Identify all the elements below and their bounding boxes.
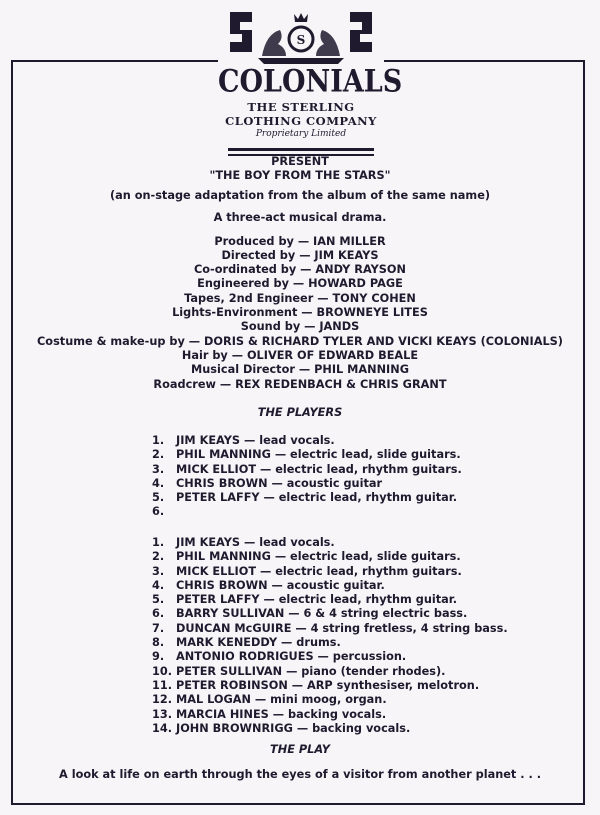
credit-line: Costume & make-up by — DORIS & RICHARD TYLER AND VICKI KEAYS (COLONIALS): [37, 335, 563, 348]
list-item: 10. PETER SULLIVAN — piano (tender rhodes).: [152, 664, 446, 678]
list-item: 1. JIM KEAYS — lead vocals.: [152, 536, 335, 549]
list-item: 8. MARK KENEDDY — drums.: [152, 636, 341, 650]
list-item: 6. BARRY SULLIVAN — 6 & 4 string electric bass.: [152, 607, 468, 621]
brand-line-3: Proprietary Limited: [255, 129, 347, 139]
list-item: 4. CHRIS BROWN — acoustic guitar: [152, 476, 383, 490]
list-item: 3. MICK ELLIOT — electric lead, rhythm guitars.: [152, 564, 462, 578]
brand-line-1: THE STERLING: [247, 100, 355, 114]
brand-name: COLONIALS: [218, 63, 403, 100]
credit-line: Roadcrew — REX REDENBACH & CHRIS GRANT: [153, 378, 447, 391]
show-subtitle: (an on-stage adaptation from the album of the same name): [109, 189, 491, 202]
crest-letter: S: [296, 33, 306, 47]
list-item: 14. JOHN BROWNRIGG — backing vocals.: [152, 721, 411, 735]
credit-line: Produced by — IAN MILLER: [214, 235, 386, 248]
present-heading: PRESENT: [271, 155, 329, 168]
list-item: 3. MICK ELLIOT — electric lead, rhythm guitars.: [152, 462, 462, 476]
list-item: 5. PETER LAFFY — electric lead, rhythm guitar.: [152, 593, 458, 607]
crest-graphic: [218, 10, 384, 70]
list-item: 9. ANTONIO RODRIGUES — percussion.: [152, 650, 407, 664]
logo-rule: [228, 148, 374, 151]
list-item: 6.: [152, 505, 165, 519]
credit-line: Lights-Environment — BROWNEYE LITES: [172, 306, 428, 319]
list-item: 2. PHIL MANNING — electric lead, slide guitars.: [152, 550, 461, 564]
list-item: 4. CHRIS BROWN — acoustic guitar.: [152, 578, 385, 592]
list-item: 5. PETER LAFFY — electric lead, rhythm guitar.: [152, 491, 458, 505]
credit-line: Tapes, 2nd Engineer — TONY COHEN: [184, 292, 416, 305]
credit-line: Hair by — OLIVER OF EDWARD BEALE: [181, 349, 419, 362]
colonials-logo: [218, 10, 403, 160]
list-item: 11. PETER ROBINSON — ARP synthesiser, melotron.: [152, 678, 480, 692]
credit-line: Musical Director — PHIL MANNING: [191, 363, 409, 376]
credit-line: Co-ordinated by — ANDY RAYSON: [194, 263, 406, 276]
play-text: A look at life on earth through the eyes of a visitor from another planet . . .: [59, 768, 541, 781]
credit-line: Engineered by — HOWARD PAGE: [197, 277, 403, 290]
show-title: "THE BOY FROM THE STARS": [209, 169, 391, 182]
list-item: 13. MARCIA HINES — backing vocals.: [152, 707, 387, 721]
list-item: 1. JIM KEAYS — lead vocals.: [152, 434, 335, 447]
credit-line: Sound by — JANDS: [240, 320, 360, 333]
show-description: A three-act musical drama.: [213, 211, 387, 224]
list-item: 2. PHIL MANNING — electric lead, slide guitars.: [152, 448, 461, 462]
credit-line: Directed by — JIM KEAYS: [221, 249, 379, 262]
players-list-2: [152, 536, 508, 736]
brand-line-2: CLOTHING COMPANY: [225, 114, 377, 128]
list-item: 12. MAL LOGAN — mini moog, organ.: [152, 693, 387, 707]
players-heading: THE PLAYERS: [257, 406, 343, 419]
play-heading: THE PLAY: [270, 743, 330, 756]
players-list-1: [152, 434, 462, 520]
list-item: 7. DUNCAN McGUIRE — 4 string fretless, 4 string bass.: [152, 621, 508, 635]
